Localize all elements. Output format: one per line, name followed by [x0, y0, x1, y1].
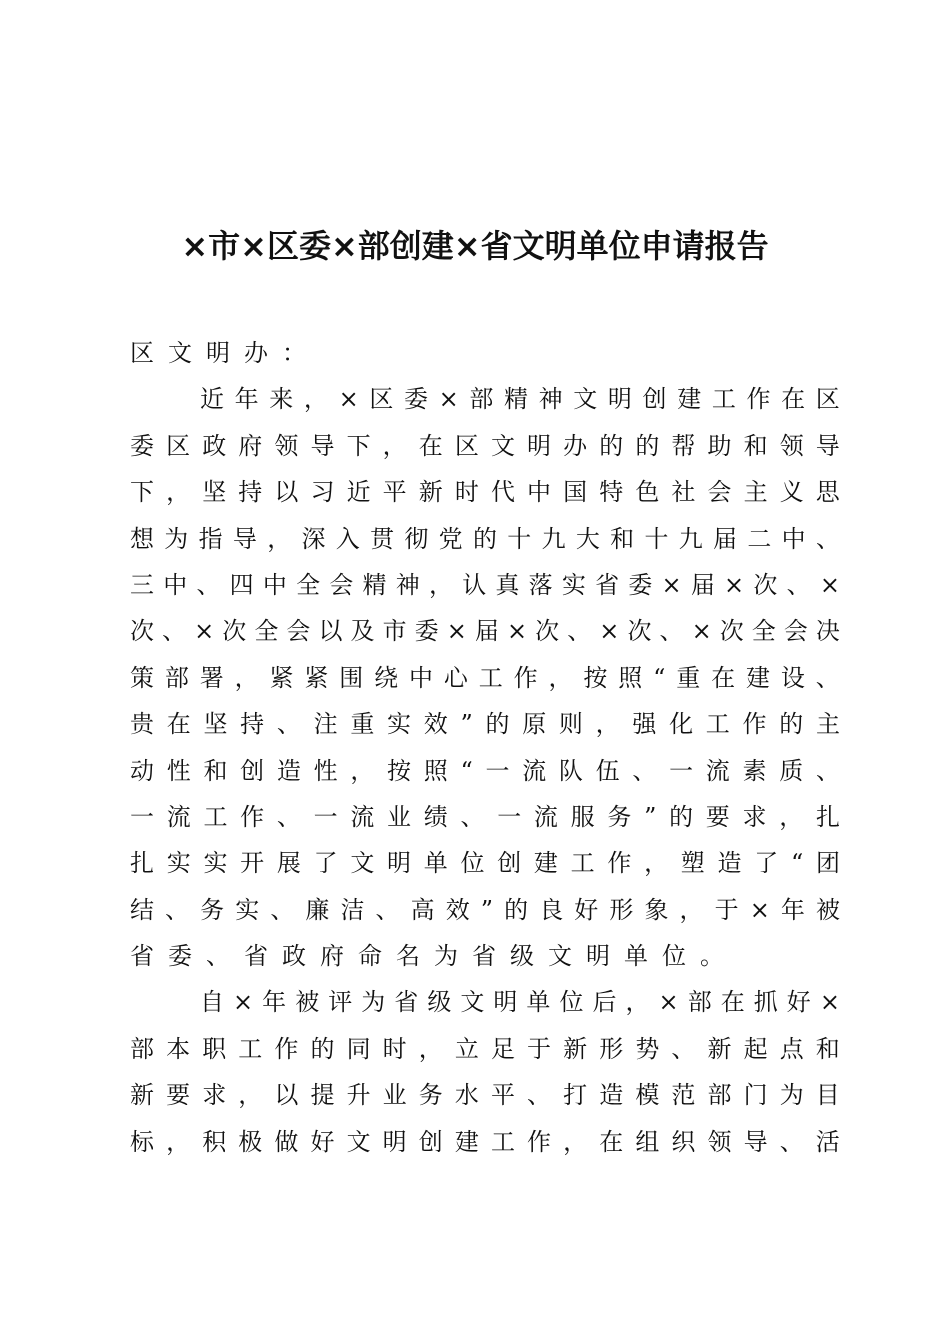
paragraph-line: 一 流 工 作 、 一 流 业 绩 、 一 流 服 务 ” 的 要 求 ， 扎	[130, 802, 840, 831]
paragraph-line: 三 中 、 四 中 全 会 精 神 ， 认 真 落 实 省 委 × 届 × 次 、 ×	[130, 570, 840, 599]
paragraph-line: 策 部 署 ， 紧 紧 围 绕 中 心 工 作 ， 按 照 “ 重 在 建 设 、	[130, 663, 840, 692]
paragraph-line: 标 ， 积 极 做 好 文 明 创 建 工 作 ， 在 组 织 领 导 、 活	[130, 1127, 840, 1156]
paragraph-line: 新 要 求 ， 以 提 升 业 务 水 平 、 打 造 模 范 部 门 为 目	[130, 1081, 840, 1110]
paragraph-line: 部 本 职 工 作 的 同 时 ， 立 足 于 新 形 势 、 新 起 点 和	[130, 1034, 840, 1063]
paragraph-1	[130, 376, 840, 979]
document-title: ×市×区委×部创建×省文明单位申请报告	[181, 227, 769, 265]
paragraph-line: 扎 实 实 开 展 了 文 明 单 位 创 建 工 作 ， 塑 造 了 “ 团	[130, 849, 840, 878]
paragraph-line: 省委、省政府命名为省级文明单位。	[130, 942, 738, 971]
salutation: 区文明办：	[130, 339, 320, 367]
paragraph-line: 结 、 务 实 、 廉 洁 、 高 效 ” 的 良 好 形 象 ， 于 × 年 被	[130, 895, 840, 924]
paragraph-line: 自 × 年 被 评 为 省 级 文 明 单 位 后 ， × 部 在 抓 好 ×	[200, 988, 840, 1017]
paragraph-line: 贵 在 坚 持 、 注 重 实 效 ” 的 原 则 ， 强 化 工 作 的 主	[130, 710, 840, 739]
paragraph-2	[130, 979, 840, 1165]
paragraph-line: 委 区 政 府 领 导 下 ， 在 区 文 明 办 的 的 帮 助 和 领 导	[130, 431, 840, 460]
paragraph-line: 动 性 和 创 造 性 ， 按 照 “ 一 流 队 伍 、 一 流 素 质 、	[130, 756, 840, 785]
paragraph-line: 想 为 指 导 ， 深 入 贯 彻 党 的 十 九 大 和 十 九 届 二 中 、	[130, 524, 840, 553]
paragraph-line: 近 年 来 ， × 区 委 × 部 精 神 文 明 创 建 工 作 在 区	[200, 385, 840, 414]
paragraph-line: 次 、 × 次 全 会 以 及 市 委 × 届 × 次 、 × 次 、 × 次 全 会 决	[130, 617, 840, 646]
document-body	[130, 330, 840, 1165]
paragraph-line: 下 ， 坚 持 以 习 近 平 新 时 代 中 国 特 色 社 会 主 义 思	[130, 478, 840, 507]
